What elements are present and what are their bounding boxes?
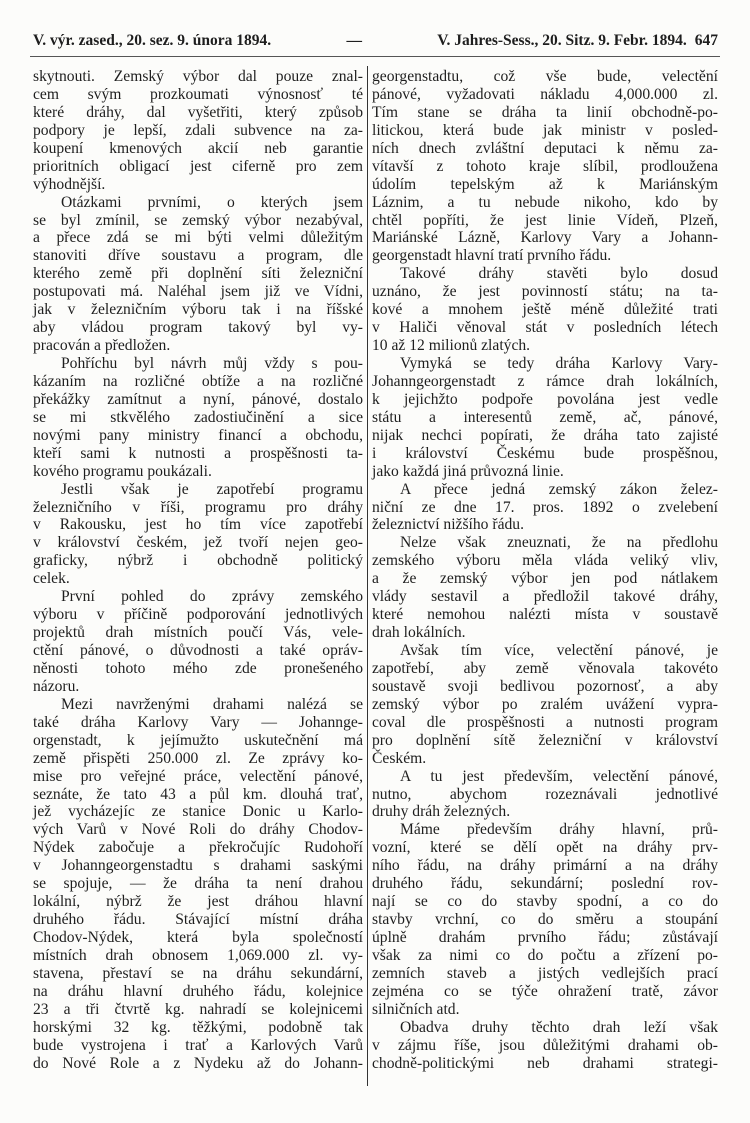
- text-line: zemních staveb a jistých vedlejších prací: [372, 964, 718, 982]
- text-line: stanoviti dříve soustavu a program, dle: [33, 247, 363, 265]
- left-column: [33, 68, 363, 1073]
- text-line: nijak nechci popírati, že dráha tato zajisté: [372, 426, 718, 444]
- text-line: železničního v říši, programu pro dráhy: [33, 498, 363, 516]
- text-line: v zájmu říše, jsou důležitými drahami ob-: [372, 1036, 718, 1054]
- paragraph: [372, 355, 718, 481]
- text-line: se spojuje, — že dráha ta není drahou: [33, 875, 363, 893]
- text-line: mise pro veřejné práce, velectění pánové,: [33, 767, 363, 785]
- paragraph: [372, 1019, 718, 1073]
- text-line: v Rakousku, jest ho tím více zapotřebí: [33, 516, 363, 534]
- paragraph: [372, 642, 718, 768]
- text-line: uznáno, že jest povinností státu; na ta-: [372, 283, 718, 301]
- header-dash: —: [346, 32, 362, 49]
- text-line: jež vycházejíc ze stanice Donic u Karlo-: [33, 803, 363, 821]
- text-line: jako každá jiná průvozná linie.: [372, 462, 564, 480]
- header-czech: V. výr. zased., 20. sez. 9. února 1894.: [33, 32, 272, 49]
- text-line: překážky zamítnut a nyní, pánové, dostalo: [33, 390, 363, 408]
- text-line: zemského výboru měla vláda veliký vliv,: [372, 552, 718, 570]
- text-line: názoru.: [33, 677, 80, 695]
- text-line: vlády sestavil a předložil takové dráhy,: [372, 588, 718, 606]
- paragraph: [372, 481, 718, 535]
- text-line: zejména co se týče ohražení tratě, závor: [372, 982, 718, 1000]
- right-column: [372, 68, 718, 1073]
- text-line: úplně drahám prvního řádu; zůstávají: [372, 929, 718, 946]
- text-line: Takové dráhy stavěti bylo dosud: [400, 265, 718, 283]
- text-line: A tu jest především, velectění pánové,: [400, 767, 718, 785]
- paragraph: [33, 481, 363, 589]
- text-line: chtěl popříti, že jest linie Vídeň, Plzeň,: [372, 211, 718, 229]
- text-line: Otázkami prvními, o kterých jsem: [61, 193, 363, 211]
- text-line: podpory je lepší, zdali subvence na za-: [33, 121, 363, 139]
- text-line: do Nové Role a z Nydeku až do Johann-: [33, 1054, 363, 1072]
- text-line: k jejichžto podpoře povolána jest vedle: [372, 390, 718, 408]
- paragraph: [372, 821, 718, 1018]
- text-line: Obadva druhy těchto drah leží však: [400, 1018, 718, 1036]
- paragraph: [33, 355, 363, 481]
- text-line: kové a mnohem ještě méně důležité trati: [372, 301, 718, 319]
- text-line: také dráha Karlovy Vary — Johannge-: [33, 713, 363, 731]
- text-line: horskými 32 kg. těžkými, podobně tak: [33, 1018, 363, 1036]
- text-line: železnictví nižšího řádu.: [372, 516, 524, 534]
- text-line: První pohled do zprávy zemského: [61, 588, 363, 606]
- text-line: státu a interesentů země, ač, pánové,: [372, 408, 718, 426]
- text-line: kázaním na rozličné obtíže a na rozličné: [33, 372, 363, 390]
- paragraph: [372, 768, 718, 822]
- text-line: Nelze však zneuznati, že na předlohu: [400, 534, 718, 552]
- text-line: prioritních obligací jest ciferně pro zem: [33, 157, 363, 175]
- text-line: Tím stane se dráha ta linií obchodně-po-: [372, 103, 718, 121]
- text-line: 10 až 12 milionů zlatých.: [372, 337, 531, 355]
- text-line: v království českém, jež tvoří nejen geo-: [33, 534, 363, 552]
- header-german: V. Jahres-Sess., 20. Sitz. 9. Febr. 1894.: [437, 32, 687, 49]
- text-line: pro doplnění sítě železniční v království: [372, 731, 718, 749]
- text-line: ních dnech zvláštní deputaci k němu za-: [372, 139, 718, 157]
- text-line: 23 a tři čtvrtě kg. nahradí se kolejnicemi: [33, 1000, 363, 1018]
- text-line: Jestli však je zapotřebí programu: [61, 480, 363, 498]
- text-line: v Haliči věnoval stát v posledních létech: [372, 319, 718, 337]
- text-line: Láznim, a tu nebude nikoho, kdo by: [372, 193, 718, 211]
- text-line: nají se co do stavby spodní, a co do: [372, 893, 718, 911]
- text-line: jak v železničním výboru tak i na říšské: [33, 301, 363, 319]
- paragraph: [33, 194, 363, 355]
- text-line: Johanngeorgenstadt z rámce drah lokálních,: [372, 372, 718, 390]
- text-line: Vymyká se tedy dráha Karlovy Vary-: [400, 355, 718, 372]
- text-line: zapotřebí, aby země věnovala takovéto: [372, 659, 718, 677]
- text-line: A přece jedná zemský zákon želez-: [400, 480, 718, 498]
- text-line: bude vystrojena i trať a Karlových Varů: [33, 1036, 363, 1054]
- text-line: kterého země při doplnění síti železniční: [33, 265, 363, 283]
- running-header: [33, 32, 718, 52]
- text-line: pánové, vyžadovati nákladu 4,000.000 zl.: [372, 85, 718, 103]
- paragraph: [33, 696, 363, 1073]
- text-line: georgenstadt hlavní tratí prvního řádu.: [372, 247, 612, 265]
- text-line: nutno, abychom rozeznávali jednotlivé: [372, 785, 718, 803]
- text-line: drah lokálních.: [372, 624, 466, 642]
- text-line: orgenstadt, k jejímužto uskutečnění má: [33, 731, 363, 749]
- text-line: místních drah obnosem 1,069.000 zl. vy-: [33, 946, 363, 964]
- text-line: vítavší z tohoto kraje slíbil, prodloužena: [372, 157, 718, 175]
- paragraph: [372, 534, 718, 642]
- text-line: silničních atd.: [372, 1000, 460, 1018]
- text-line: v Johanngeorgenstadtu s drahami saskými: [33, 857, 363, 875]
- text-line: lokální, nýbrž že jest dráhou hlavní: [33, 893, 363, 911]
- text-line: koupení kmenových akcií neb garantie: [33, 139, 363, 157]
- text-line: druhého řádu. Stávající místní dráha: [33, 911, 363, 929]
- text-line: Mariánské Lázně, Karlovy Vary a Johann-: [372, 229, 718, 247]
- text-line: něnosti tohoto mého zde pronešeného: [33, 659, 363, 677]
- text-line: Chodov-Nýdek, která byla společností: [33, 929, 363, 946]
- text-line: výhodnější.: [33, 175, 106, 193]
- text-line: stavby vrchní, co do směru a stoupání: [372, 911, 718, 929]
- text-line: aby vládou program takový byl vy-: [33, 319, 363, 337]
- text-line: Avšak tím více, velectění pánové, je: [400, 642, 718, 659]
- text-line: země přispěti 250.000 zl. Ze zprávy ko-: [33, 749, 363, 767]
- text-line: ního řádu, na dráhy primární a na dráhy: [372, 857, 718, 875]
- text-line: se byl zmínil, se zemský výbor nezabýval,: [33, 211, 363, 229]
- text-line: pracován a předložen.: [33, 337, 171, 355]
- text-line: Českém.: [372, 749, 427, 767]
- text-line: druhy dráh železných.: [372, 803, 511, 821]
- text-line: Mezi navrženými drahami nalézá se: [61, 695, 363, 713]
- paragraph: [33, 68, 363, 194]
- text-line: postupovati má. Naléhal jsem již ve Vídni,: [33, 283, 363, 301]
- text-line: na dráhu hlavní druhého řádu, kolejnice: [33, 982, 363, 1000]
- text-line: a že zemský výbor jen pod nátlakem: [372, 570, 718, 588]
- column-divider: [367, 66, 368, 1086]
- text-line: skytnouti. Zemský výbor dal pouze znal-: [33, 68, 363, 85]
- text-line: Máme především dráhy hlavní, prů-: [400, 821, 718, 839]
- text-line: i království Českému bude prospěšnou,: [372, 444, 718, 462]
- text-line: druhého řádu, sekundární; poslední rov-: [372, 875, 718, 893]
- text-line: zemský výbor po zralém uvážení vypra-: [372, 695, 718, 713]
- text-line: celek.: [33, 570, 70, 588]
- text-line: výboru v příčině podporování jednotlivých: [33, 606, 363, 624]
- text-line: ctění pánové, o důvodnosti a také opráv-: [33, 642, 363, 659]
- header-rule: [30, 56, 720, 57]
- text-line: vozní, které se dělí opět na dráhy prv-: [372, 839, 718, 857]
- text-line: soustavě svoji bedlivou pozornosť, a aby: [372, 677, 718, 695]
- text-line: kového programu poukázali.: [33, 462, 212, 480]
- paragraph: [372, 265, 718, 355]
- paragraph: [33, 588, 363, 696]
- text-line: litickou, která bude jak ministr v posled-: [372, 121, 718, 139]
- text-line: však za nimi co do počtu a zřízení po-: [372, 946, 718, 964]
- text-line: coval dle prospěšnosti a nutnosti program: [372, 713, 718, 731]
- text-line: které nemohou nalézti místa v soustavě: [372, 606, 718, 624]
- text-line: graficky, nýbrž i obchodně politický: [33, 552, 363, 570]
- page-number: 647: [694, 32, 718, 49]
- text-line: vých Varů v Nové Roli do dráhy Chodov-: [33, 821, 363, 839]
- text-line: se mi stkvělého zadostiučinění a sice: [33, 408, 363, 426]
- text-line: niční ze dne 17. pros. 1892 o zvelebení: [372, 498, 718, 516]
- text-line: projektů drah místních poučí Vás, vele-: [33, 624, 363, 642]
- text-line: georgenstadtu, což vše bude, velectění: [372, 68, 718, 85]
- text-line: a přece zdá se mi býti velmi důležitým: [33, 229, 363, 247]
- text-line: údolím tepelským až k Mariánským: [372, 175, 718, 193]
- text-line: Nýdek zabočuje a překročujíc Rudohoří: [33, 839, 363, 857]
- paragraph: [372, 68, 718, 265]
- text-line: kteří sami k nutnosti a prospěšnosti ta-: [33, 444, 363, 462]
- text-line: cem svým prozkoumati výnosnosť té: [33, 85, 363, 103]
- text-line: které dráhy, dal vyšetřiti, který způsob: [33, 103, 363, 121]
- text-line: stavena, přestaví se na dráhu sekundární,: [33, 964, 363, 982]
- text-line: Pohříchu byl návrh můj vždy s pou-: [61, 355, 363, 372]
- text-line: novými pany ministry financí a obchodu,: [33, 426, 363, 444]
- text-line: seznáte, že tato 43 a půl km. dlouhá trať,: [33, 785, 363, 803]
- text-line: chodně-politickými neb drahami strategi-: [372, 1054, 718, 1072]
